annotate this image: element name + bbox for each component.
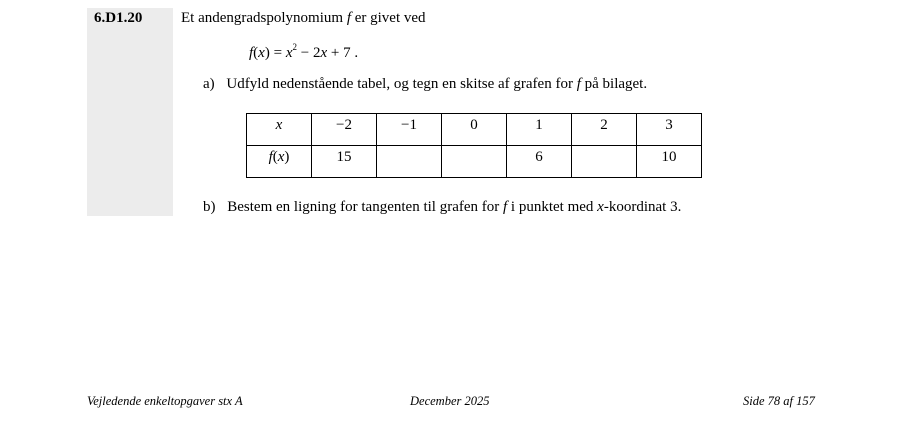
formula-exponent: 2 bbox=[292, 42, 297, 52]
intro-text-after: er givet ved bbox=[354, 10, 426, 26]
table-header-fx-paren-close: ) bbox=[284, 149, 290, 165]
table-cell-x-value: 3 bbox=[665, 117, 673, 133]
table-header-x bbox=[247, 114, 312, 146]
part-b-label: b) bbox=[203, 199, 216, 215]
table-cell-x bbox=[442, 114, 507, 146]
value-table bbox=[246, 113, 702, 178]
formula-func: f bbox=[249, 45, 254, 61]
task-intro bbox=[181, 10, 426, 27]
part-a bbox=[203, 76, 647, 93]
formula-paren-open: ( bbox=[253, 45, 259, 61]
polynomial-formula bbox=[249, 42, 358, 62]
table-cell-x bbox=[507, 114, 572, 146]
task-sidebar bbox=[87, 8, 173, 216]
table-cell-fx-value: 10 bbox=[661, 149, 677, 165]
intro-text-before: Et andengradspolynomium bbox=[181, 10, 344, 26]
table-cell-x-value: 1 bbox=[535, 117, 543, 133]
part-a-text-before: Udfyld nedenstående tabel, og tegn en skitse af grafen for bbox=[226, 76, 573, 92]
table-cell-fx bbox=[572, 146, 637, 178]
table-cell-x-value: −1 bbox=[401, 117, 417, 133]
table-cell-fx bbox=[507, 146, 572, 178]
part-b-text-after: -koordinat 3. bbox=[603, 199, 682, 215]
table-cell-x bbox=[572, 114, 637, 146]
part-b-text-before: Bestem en ligning for tangenten til grafen for bbox=[227, 199, 500, 215]
table-cell-fx bbox=[442, 146, 507, 178]
formula-arg: x bbox=[258, 45, 265, 61]
part-b-text-mid: i punktet med bbox=[510, 199, 594, 215]
part-b bbox=[203, 199, 681, 216]
formula-paren-close: ) bbox=[264, 45, 270, 61]
formula-x1: x bbox=[285, 45, 293, 61]
table-header-fx-arg: x bbox=[277, 149, 285, 165]
part-a-label: a) bbox=[203, 76, 215, 92]
intro-var: f bbox=[346, 10, 351, 26]
footer-left: Vejledende enkeltopgaver stx A bbox=[87, 394, 243, 408]
table-cell-fx bbox=[312, 146, 377, 178]
table-header-fx-func: f bbox=[268, 149, 273, 165]
part-b-var2: x bbox=[597, 199, 604, 215]
formula-x2: x bbox=[320, 45, 328, 61]
table-header-fx bbox=[247, 146, 312, 178]
footer-center: December 2025 bbox=[410, 394, 490, 408]
formula-eq: = bbox=[269, 45, 286, 61]
table-cell-x bbox=[312, 114, 377, 146]
table-header-fx-paren-open: ( bbox=[272, 149, 278, 165]
table-cell-x-value: 0 bbox=[470, 117, 478, 133]
table-cell-x-value: −2 bbox=[336, 117, 352, 133]
footer-right: Side 78 af 157 bbox=[743, 394, 815, 408]
table-cell-x bbox=[637, 114, 702, 146]
table-cell-x bbox=[377, 114, 442, 146]
table-row-fx bbox=[247, 146, 702, 178]
part-a-text-after: på bilaget. bbox=[584, 76, 648, 92]
table-cell-fx-value: 15 bbox=[336, 149, 352, 165]
part-b-var: f bbox=[503, 199, 508, 215]
formula-minus: − 2 bbox=[296, 45, 321, 61]
table-cell-fx bbox=[637, 146, 702, 178]
part-a-var: f bbox=[576, 76, 581, 92]
formula-tail: + 7 . bbox=[327, 45, 359, 61]
table-cell-x-value: 2 bbox=[600, 117, 608, 133]
table-cell-fx bbox=[377, 146, 442, 178]
task-id: 6.D1.20 bbox=[94, 10, 143, 26]
table-row-x bbox=[247, 114, 702, 146]
table-cell-fx-value: 6 bbox=[535, 149, 543, 165]
table-header-x-var: x bbox=[275, 117, 283, 133]
